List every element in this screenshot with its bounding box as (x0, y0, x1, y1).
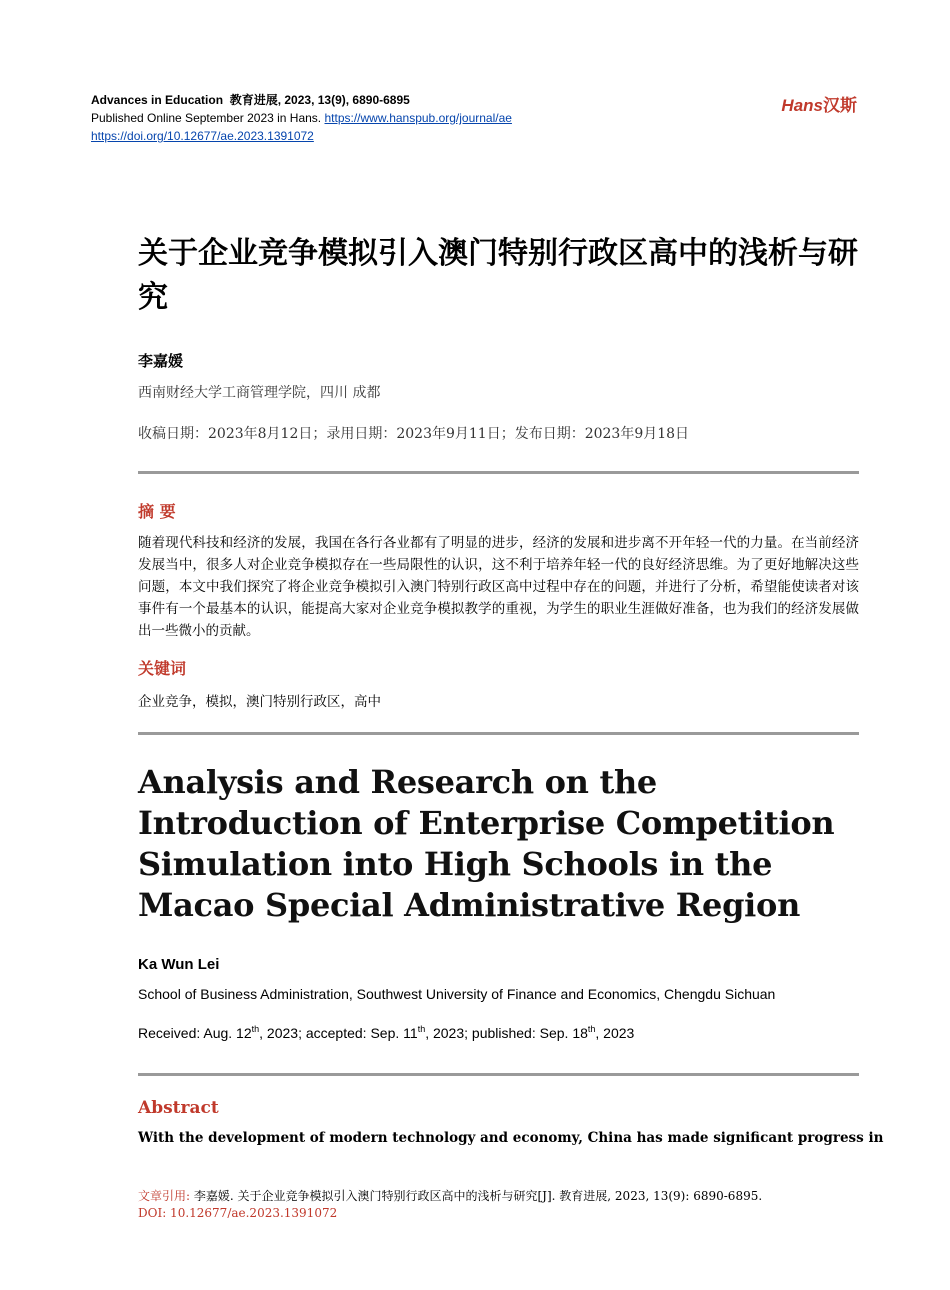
citation-doi-line (138, 1206, 337, 1220)
accepted-date: , 2023; accepted: Sep. 11 (259, 1025, 418, 1041)
journal-cn-info: 教育进展, 2023, 13(9), 6890-6895 (229, 93, 410, 107)
doi-line (91, 129, 314, 144)
dates-en (138, 1025, 634, 1041)
journal-line (91, 93, 410, 108)
abstract-en: With the development of modern technology and economy, China has made significant progress in (138, 1130, 884, 1146)
citation-doi[interactable]: DOI: 10.12677/ae.2023.1391072 (138, 1206, 338, 1220)
journal-link[interactable]: https://www.hanspub.org/journal/ae (324, 111, 512, 125)
dates-cn: 收稿日期：2023年8月12日；录用日期：2023年9月11日；发布日期：2023年9月18日 (138, 426, 690, 442)
ordinal-suffix: th (251, 1024, 260, 1034)
divider (138, 732, 859, 735)
abstract-heading-cn: 摘 要 (138, 502, 176, 521)
logo-latin: Hans (781, 96, 823, 115)
journal-name: Advances in Education (91, 93, 224, 107)
title-en: Analysis and Research on the Introduction of Enterprise Competition Simulation into High Schools in the Macao Special Administrative Region (138, 763, 835, 924)
author-en: Ka Wun Lei (138, 956, 220, 973)
citation (138, 1187, 762, 1204)
published-date: , 2023; published: Sep. 18 (425, 1025, 588, 1041)
keywords-cn: 企业竞争，模拟，澳门特别行政区，高中 (138, 694, 381, 710)
author-cn: 李嘉媛 (138, 352, 184, 370)
citation-text: 李嘉媛. 关于企业竞争模拟引入澳门特别行政区高中的浅析与研究[J]. 教育进展, 2023, 13(9): 6890-6895. (190, 1189, 763, 1203)
published-text: Published Online September 2023 in Hans. (91, 111, 322, 125)
title-cn: 关于企业竞争模拟引入澳门特别行政区高中的浅析与研究 (138, 236, 858, 315)
affiliation-en: School of Business Administration, Southwest University of Finance and Economics, Chengdu Sichuan (138, 986, 776, 1002)
logo-cn: 汉斯 (823, 96, 857, 115)
divider (138, 471, 859, 474)
doi-link[interactable]: https://doi.org/10.12677/ae.2023.1391072 (91, 129, 314, 143)
hans-logo (781, 91, 857, 116)
affiliation-cn: 西南财经大学工商管理学院，四川 成都 (138, 385, 381, 401)
year-end: , 2023 (595, 1025, 635, 1041)
ordinal-suffix: th (587, 1024, 596, 1034)
abstract-heading-en: Abstract (138, 1098, 219, 1118)
ordinal-suffix: th (417, 1024, 426, 1034)
received-date: Received: Aug. 12 (138, 1025, 252, 1041)
published-line (91, 111, 512, 126)
divider (138, 1073, 859, 1076)
keywords-heading-cn: 关键词 (138, 659, 187, 678)
abstract-cn: 随着现代科技和经济的发展，我国在各行各业都有了明显的进步，经济的发展和进步离不开年轻一代的力量。在当前经济发展当中，很多人对企业竞争模拟存在一些局限性的认识，这不利于培养年轻一代的良好经济思维。为了更好地解决这些问题，本文中我们探究了将企业竞争模拟引入澳门特别行政区高中过程中存在的问题，并进行了分析，希望能使读者对该事件有一个最基本的认识，能提高大家对企业竞争模拟教学的重视，为学生的职业生涯做好准备，也为我们的经济发展做出一些微小的贡献。 (138, 535, 859, 639)
citation-label: 文章引用: (138, 1189, 191, 1203)
